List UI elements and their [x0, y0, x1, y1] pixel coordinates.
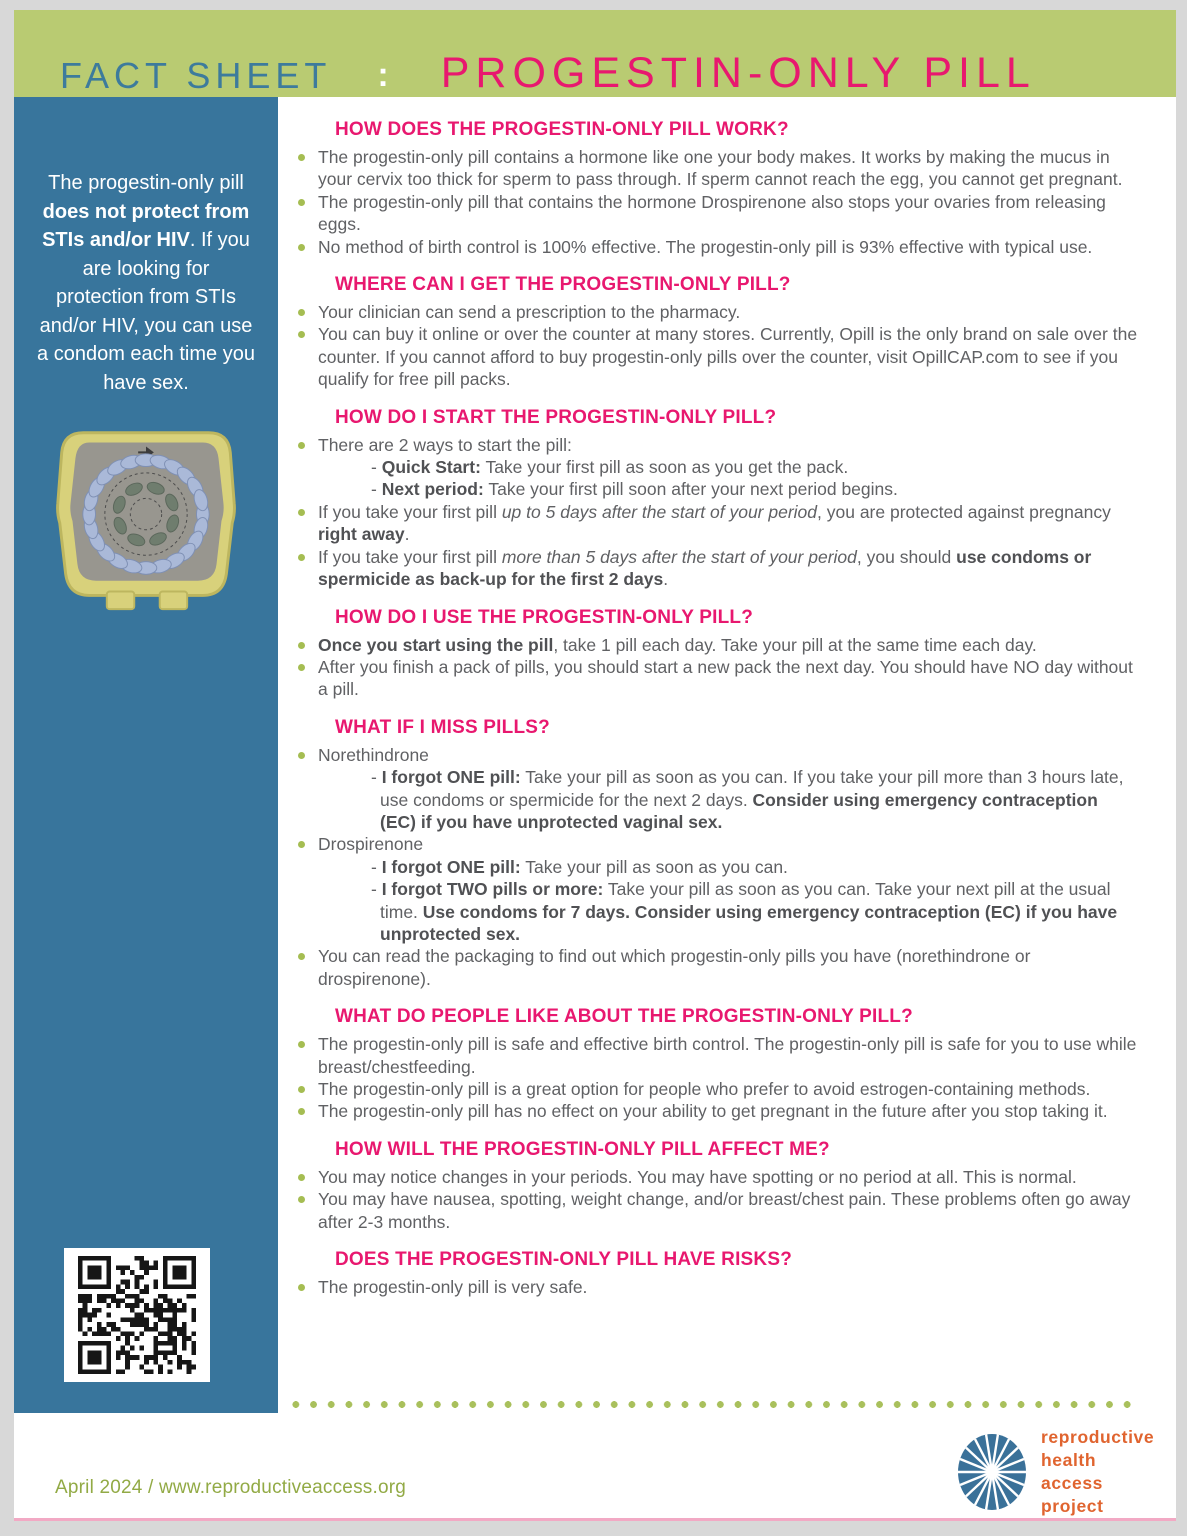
bullet-icon: [298, 509, 305, 516]
bullet-icon: [298, 1086, 305, 1093]
bullet-list: [298, 1166, 1138, 1233]
bullet-text: No method of birth control is 100% effective. The progestin-only pill is 93% effective with typical use.: [318, 236, 1093, 257]
bullet-text: The progestin-only pill contains a hormone like one your body makes. It works by making the mucus in your cervix too thick for sperm to pass through. If sperm cannot reach the egg, you cannot get pregnant.: [318, 147, 1123, 190]
dotted-divider: [287, 1400, 1137, 1409]
section-heading: WHAT IF I MISS PILLS?: [335, 716, 550, 738]
bullet-list: [298, 301, 1138, 391]
bullet-icon: [298, 1041, 305, 1048]
list-item: [298, 146, 1138, 191]
bullet-text: Your clinician can send a prescription to the pharmacy.: [318, 302, 741, 323]
list-item: [298, 945, 1138, 990]
bullet-text: The progestin-only pill is very safe.: [318, 1277, 588, 1298]
section: [298, 119, 1138, 258]
bullet-list: [298, 434, 1138, 591]
page-title: PROGESTIN-ONLY PILL: [440, 49, 1036, 98]
bullet-icon: [298, 953, 305, 960]
sidebar: [14, 97, 278, 1413]
section-heading: DOES THE PROGESTIN-ONLY PILL HAVE RISKS?: [335, 1249, 793, 1271]
bullet-text: Once you start using the pill, take 1 pill each day. Take your pill at the same time each day.: [318, 634, 1037, 655]
bullet-list: [298, 146, 1138, 258]
bullet-text: Drospirenone - I forgot ONE pill: Take your pill as soon as you can. - I forgot TWO pills or more: Take your pill as soon as you can. Take your next pill at the usual time. Use condoms for 7 days. Consider using emergency contraception (EC) if you have unprotected sex.: [318, 833, 1138, 945]
bullet-text: If you take your first pill up to 5 days after the start of your period, you are protected against pregnancy right away.: [318, 501, 1111, 545]
bullet-text: If you take your first pill more than 5 days after the start of your period, you should use condoms or spermicide as back-up for the first 2 days.: [318, 546, 1092, 590]
bullet-text: There are 2 ways to start the pill: - Quick Start: Take your first pill as soon as you get the pack. - Next period: Take your first pill soon after your next period begins.: [318, 434, 1138, 501]
bullet-icon: [298, 554, 305, 561]
list-item: [298, 501, 1138, 546]
rhap-logo: [956, 1426, 1154, 1518]
logo-word: health: [1041, 1450, 1097, 1470]
section-heading: HOW DO I START THE PROGESTIN-ONLY PILL?: [335, 406, 777, 428]
list-item: [298, 1100, 1138, 1122]
section-heading: WHAT DO PEOPLE LIKE ABOUT THE PROGESTIN-ONLY PILL?: [335, 1006, 913, 1028]
bullet-text: You can buy it online or over the counter at many stores. Currently, Opill is the only brand on sale over the counter. If you cannot afford to buy progestin-only pills over the counter, visit OpillCAP.com to see if you qualify for free pill packs.: [318, 324, 1138, 390]
bullet-icon: [298, 1108, 305, 1115]
logo-wordmark: [1041, 1426, 1154, 1518]
section: [298, 274, 1138, 391]
masthead-colon: :: [377, 56, 389, 95]
bullet-icon: [298, 752, 305, 759]
pill-pack-photo: [48, 419, 244, 617]
section: [298, 607, 1138, 701]
qr-code: [64, 1248, 210, 1382]
section: [298, 407, 1138, 591]
bullet-icon: [298, 442, 305, 449]
section-heading: WHERE CAN I GET THE PROGESTIN-ONLY PILL?: [335, 274, 791, 296]
logo-word: access: [1041, 1473, 1103, 1493]
sub-item: - I forgot TWO pills or more: Take your pill as soon as you can. Take your next pill at the usual time. Use condoms for 7 days. Consider using emergency contraception (EC) if you have unprotected sex.: [371, 879, 1118, 944]
sub-item: - Next period: Take your first pill soon after your next period begins.: [371, 479, 898, 500]
bullet-text: The progestin-only pill that contains the hormone Drospirenone also stops your ovaries from releasing eggs.: [318, 191, 1106, 235]
list-item: [298, 1188, 1138, 1233]
bullet-icon: [298, 1284, 305, 1291]
sunburst-logo-icon: [956, 1432, 1028, 1512]
fact-sheet-label: FACT SHEET: [60, 55, 332, 96]
section: [298, 1006, 1138, 1123]
logo-word: project: [1041, 1496, 1104, 1516]
bullet-icon: [298, 841, 305, 848]
list-item: [298, 1166, 1138, 1188]
masthead: [14, 10, 1176, 97]
list-item: [298, 323, 1138, 390]
section: [298, 1249, 1138, 1298]
bullet-list: [298, 744, 1138, 990]
sub-item: - I forgot ONE pill: Take your pill as soon as you can. If you take your pill more than 3 hours late, use condoms or spermicide for the next 2 days. Consider using emergency contraception (EC) if you have unprotected vaginal sex.: [371, 767, 1124, 832]
list-item: [298, 434, 1138, 501]
bullet-text: The progestin-only pill is a great option for people who prefer to avoid estrogen-containing methods.: [318, 1079, 1091, 1099]
page: [14, 10, 1176, 1521]
bullet-icon: [298, 199, 305, 206]
bullet-list: [298, 634, 1138, 701]
list-item: [298, 1078, 1138, 1100]
list-item: [298, 191, 1138, 236]
bullet-list: [298, 1033, 1138, 1123]
footer-date-url[interactable]: April 2024 / www.reproductiveaccess.org: [55, 1477, 407, 1498]
list-item: [298, 236, 1138, 258]
section-heading: HOW WILL THE PROGESTIN-ONLY PILL AFFECT ME?: [335, 1138, 830, 1160]
bullet-icon: [298, 1196, 305, 1203]
bullet-text: The progestin-only pill has no effect on your ability to get pregnant in the future after you stop taking it.: [318, 1101, 1108, 1122]
list-item: [298, 546, 1138, 591]
list-item: [298, 1276, 1138, 1298]
list-item: [298, 744, 1138, 834]
bullet-text: The progestin-only pill is safe and effective birth control. The progestin-only pill is safe for you to use while breast/chestfeeding.: [318, 1034, 1137, 1077]
bullet-text: You can read the packaging to find out which progestin-only pills you have (norethindrone or drospirenone).: [318, 946, 1031, 989]
bullet-icon: [298, 244, 305, 251]
bullet-icon: [298, 1174, 305, 1181]
sub-item: - I forgot ONE pill: Take your pill as soon as you can.: [371, 856, 788, 877]
logo-word: reproductive: [1041, 1427, 1155, 1447]
bullet-text: After you finish a pack of pills, you should start a new pack the next day. You should have NO day without a pill.: [318, 656, 1133, 700]
section-heading: HOW DO I USE THE PROGESTIN-ONLY PILL?: [335, 606, 754, 628]
bullet-text: You may have nausea, spotting, weight change, and/or breast/chest pain. These problems often go away after 2-3 months.: [318, 1189, 1131, 1232]
sub-item: - Quick Start: Take your first pill as soon as you get the pack.: [371, 457, 849, 478]
sti-warning-note: The progestin-only pill does not protect from STIs and/or HIV. If you are looking for protection from STIs and/or HIV, you can use a condom each time you have sex.: [37, 172, 255, 394]
bullet-icon: [298, 642, 305, 649]
bullet-icon: [298, 309, 305, 316]
bullet-icon: [298, 664, 305, 671]
list-item: [298, 656, 1138, 701]
list-item: [298, 1033, 1138, 1078]
content-area: [278, 97, 1176, 1397]
section: [298, 717, 1138, 990]
section-heading: HOW DOES THE PROGESTIN-ONLY PILL WORK?: [335, 119, 789, 140]
content-sections: [298, 119, 1138, 1298]
bullet-icon: [298, 331, 305, 338]
bullet-icon: [298, 154, 305, 161]
list-item: [298, 634, 1138, 656]
list-item: [298, 833, 1138, 945]
section: [298, 1139, 1138, 1233]
bullet-list: [298, 1276, 1138, 1298]
bullet-text: Norethindrone - I forgot ONE pill: Take your pill as soon as you can. If you take your pill more than 3 hours late, use condoms or spermicide for the next 2 days. Consider using emergency contraception (EC) if you have unprotected vaginal sex.: [318, 744, 1138, 834]
list-item: [298, 301, 1138, 323]
bullet-text: You may notice changes in your periods. You may have spotting or no period at all. This is normal.: [318, 1166, 1077, 1187]
